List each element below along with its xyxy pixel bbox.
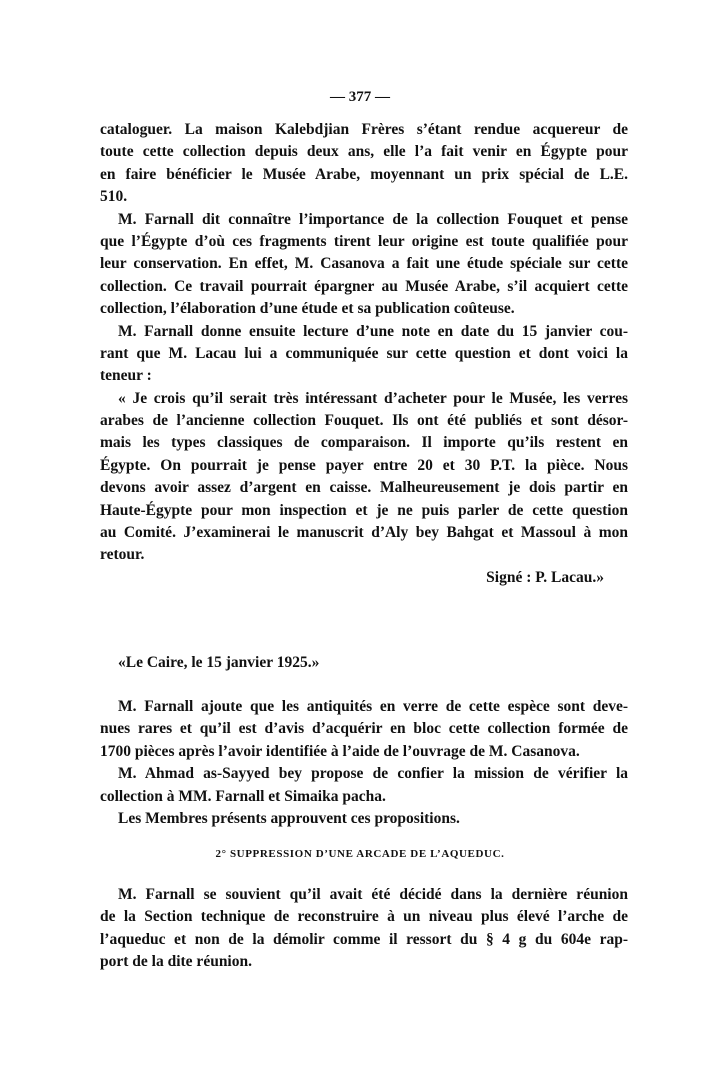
text-line: mais les types classiques de comparaison. Il importe qu’ils restent en xyxy=(100,434,628,452)
page-number: — 377 — xyxy=(330,89,390,105)
text-line: Haute-Égypte pour mon inspection et je ne puis parler de cette question xyxy=(100,501,628,519)
text-line: M. Farnall se souvient qu’il avait été décidé dans la dernière réunion xyxy=(118,886,628,903)
text-line: nues rares et qu’il est d’avis d’acquérir en bloc cette collection formée de xyxy=(100,720,628,738)
text-line: teneur : xyxy=(100,367,152,385)
section-heading: 2° SUPPRESSION D’UNE ARCADE DE L’AQUEDUC. xyxy=(215,848,505,860)
body-block-3 xyxy=(100,884,628,974)
text-line: devons avoir assez d’argent en caisse. Malheureusement je dois partir en xyxy=(100,479,628,497)
text-line: cataloguer. La maison Kalebdjian Frères s’étant rendue acquereur de xyxy=(100,121,628,138)
body-block-1 xyxy=(100,119,628,589)
text-line: en faire bénéficier le Musée Arabe, moyennant un prix spécial de L.E. xyxy=(100,165,628,183)
text-line: rant que M. Lacau lui a communiquée sur cette question et dont voici la xyxy=(100,344,628,362)
text-line: leur conservation. En effet, M. Casanova a fait une étude spéciale sur cette xyxy=(100,255,628,273)
text-line: 1700 pièces après l’avoir identifiée à l’aide de l’ouvrage de M. Casanova. xyxy=(100,742,580,760)
text-line: Les Membres présents approuvent ces propositions. xyxy=(118,809,460,827)
text-line: l’aqueduc et non de la démolir comme il ressort du § 4 g du 604e rap- xyxy=(100,930,628,948)
text-line: M. Ahmad as-Sayyed bey propose de confier la mission de vérifier la xyxy=(118,765,628,783)
text-line: collection. Ce travail pourrait épargner au Musée Arabe, s’il acquiert cette xyxy=(100,277,628,295)
text-line: 510. xyxy=(100,188,128,206)
text-line: de la Section technique de reconstruire à un niveau plus élevé l’arche de xyxy=(100,908,628,926)
signature: Signé : P. Lacau.» xyxy=(486,568,604,586)
text-line: Égypte. On pourrait je pense payer entre 20 et 30 P.T. la pièce. Nous xyxy=(100,456,628,474)
text-line: collection, l’élaboration d’une étude et sa publication coûteuse. xyxy=(100,300,515,318)
text-line: « Je crois qu’il serait très intéressant d’acheter pour le Musée, les verres xyxy=(118,389,628,407)
text-line: M. Farnall donne ensuite lecture d’une note en date du 15 janvier cou- xyxy=(118,322,628,340)
text-line: que l’Égypte d’où ces fragments tirent leur origine est toute qualifiée pour xyxy=(100,232,628,250)
text-line: au Comité. J’examinerai le manuscrit d’Aly bey Bahgat et Massoul à mon xyxy=(100,524,628,542)
text-line: collection à MM. Farnall et Simaika pacha. xyxy=(100,787,386,805)
text-line: retour. xyxy=(100,546,145,564)
text-line: toute cette collection depuis deux ans, elle l’a fait venir en Égypte pour xyxy=(100,143,628,161)
dateline-block xyxy=(100,652,628,674)
text-line: M. Farnall ajoute que les antiquités en verre de cette espèce sont deve- xyxy=(118,698,628,715)
body-block-2 xyxy=(100,696,628,830)
text-line: arabes de l’ancienne collection Fouquet. Ils ont été publiés et sont désor- xyxy=(100,412,628,430)
dateline: «Le Caire, le 15 janvier 1925.» xyxy=(118,654,320,671)
text-line: M. Farnall dit connaître l’importance de la collection Fouquet et pense xyxy=(118,210,628,228)
text-line: port de la dite réunion. xyxy=(100,953,252,971)
